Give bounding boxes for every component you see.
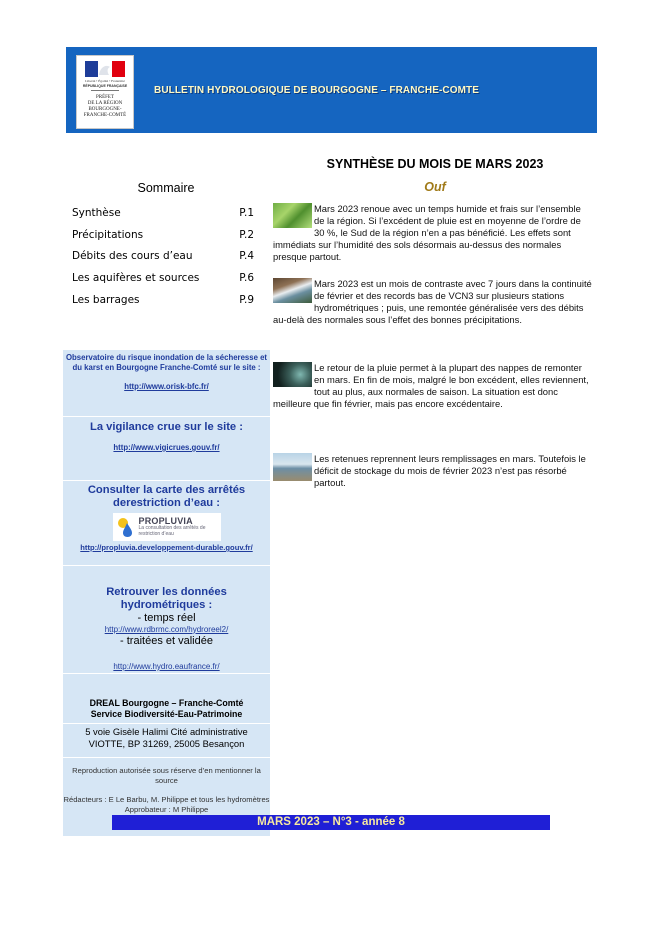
arretes-section — [63, 481, 270, 566]
table-of-contents — [72, 203, 262, 311]
traitees-label: - traitées et validée — [120, 634, 213, 647]
paragraph-text: Les retenues reprennent leurs remplissages en mars. Toutefois le déficit de stockage du mois de février 2023 n’est pas résorbé partout. — [314, 453, 586, 488]
approbateur: Approbateur : M Philippe — [124, 804, 209, 814]
synthesis-paragraph — [273, 278, 593, 326]
toc-page-number: P.9 — [239, 293, 254, 306]
drop-sun-icon — [117, 517, 133, 537]
address-section — [63, 724, 270, 758]
propluvia-link[interactable]: http://propluvia.developpement-durable.gouv.fr/ — [80, 543, 253, 552]
bulletin-title: BULLETIN HYDROLOGIQUE DE BOURGOGNE – FRANCHE-COMTE — [154, 85, 480, 96]
propluvia-logo[interactable] — [113, 513, 221, 541]
issue-footer: MARS 2023 – N°3 - année 8 — [112, 815, 550, 830]
info-sidebar — [63, 350, 270, 836]
toc-item-precipitations[interactable] — [72, 225, 262, 247]
logo-republique: RÉPUBLIQUE FRANÇAISE — [82, 84, 128, 88]
toc-page-number: P.6 — [239, 272, 254, 285]
dreal-name: DREAL Bourgogne – Franche-Comté — [89, 698, 244, 708]
paragraph-text: Mars 2023 renoue avec un temps humide et frais sur l’ensemble de la région. Si l’excédent de pluie est en moyenne de l’ordre de 30 %, le Sud de la région n’en a pas bénéficié. Les effets sont immédiats sur l’humidité des sols désormais au-dessus des normales presque partout. — [273, 203, 581, 262]
toc-item-barrages[interactable] — [72, 290, 262, 312]
observatoire-text: Observatoire du risque inondation de la sécheresse et du karst en Bourgogne Franche-Comté sur le site : — [65, 353, 268, 372]
synthesis-paragraph — [273, 453, 593, 489]
paragraph-text: Mars 2023 est un mois de contraste avec 7 jours dans la continuité de février et des records bas de VCN3 sur plusieurs stations hydrométriques ; puis, une remontée généralisée vers des débits au-delà des normales sous l’effet des bonnes précipitations. — [273, 278, 592, 325]
toc-label: Les barrages — [72, 293, 140, 306]
hydrometrie-section — [63, 566, 270, 652]
vigilance-section — [63, 417, 270, 481]
karst-cave-image — [273, 362, 312, 387]
hydro-eaufrance-section — [63, 652, 270, 674]
address-line-1: 5 voie Gisèle Halimi Cité administrative — [85, 726, 248, 737]
toc-label: Précipitations — [72, 228, 144, 241]
header-banner — [66, 47, 597, 133]
redacteurs: Rédacteurs : E Le Barbu, M. Philippe et tous les hydromètres — [63, 795, 270, 804]
sommaire-title: Sommaire — [137, 181, 195, 195]
toc-item-synthese[interactable] — [72, 203, 262, 225]
arretes-text: Consulter la carte des arrêtés derestriction d’eau : — [87, 484, 246, 509]
toc-page-number: P.4 — [239, 250, 254, 263]
reservoir-dam-image — [273, 453, 312, 481]
propluvia-subtitle: La consultation des arrêtés de restriction d’eau — [138, 525, 206, 537]
hydro-eaufrance-link[interactable]: http://www.hydro.eaufrance.fr/ — [113, 662, 220, 671]
vigicrues-link[interactable]: http://www.vigicrues.gouv.fr/ — [113, 443, 220, 452]
grass-field-image — [273, 203, 312, 228]
logo-motto: Liberté • Égalité • Fraternité — [85, 79, 125, 83]
hydroreel-link[interactable]: http://www.rdbrmc.com/hydroreel2/ — [104, 624, 229, 634]
paragraph-text: Le retour de la pluie permet à la plupart des nappes de remonter en mars. En fin de mois, malgré le bon excédent, elles reviennent, tout au plus, aux normales de saison. La situation est donc meilleure que fin février, mais pas encore excédentaire. — [273, 362, 589, 409]
synthesis-paragraph — [273, 203, 593, 263]
observatoire-section — [63, 350, 270, 417]
temps-reel-label: - temps réel — [137, 612, 196, 624]
orisk-link[interactable]: http://www.orisk-bfc.fr/ — [124, 382, 209, 391]
synthesis-paragraph — [273, 362, 593, 410]
toc-page-number: P.2 — [239, 228, 254, 241]
toc-item-debits[interactable] — [72, 246, 262, 268]
toc-label: Débits des cours d’eau — [72, 250, 193, 263]
toc-label: Les aquifères et sources — [72, 272, 200, 285]
synthesis-subtitle: Ouf — [424, 180, 446, 194]
logo-divider — [91, 90, 119, 91]
river-weir-image — [273, 278, 312, 303]
vigilance-text: La vigilance crue sur le site : — [90, 421, 243, 433]
prefecture-logo — [76, 55, 134, 129]
hydro-text: Retrouver les données hydrométriques : — [106, 586, 227, 611]
propluvia-title: PROPLUVIA — [138, 516, 193, 526]
dreal-section — [63, 674, 270, 724]
toc-label: Synthèse — [72, 207, 121, 219]
dreal-service: Service Biodiversité-Eau-Patrimoine — [90, 709, 243, 719]
synthesis-title: SYNTHÈSE DU MOIS DE MARS 2023 — [326, 157, 544, 171]
reproduction-note: Reproduction autorisée sous réserve d’en mentionner la source — [72, 766, 261, 785]
toc-item-aquiferes[interactable] — [72, 268, 262, 290]
logo-prefet-text: PRÉFET DE LA RÉGION BOURGOGNE- FRANCHE-COMTÉ — [83, 95, 127, 118]
marianne-flag-icon — [85, 61, 125, 77]
toc-page-number: P.1 — [239, 207, 254, 219]
address-line-2: VIOTTE, BP 31269, 25005 Besançon — [88, 737, 245, 749]
